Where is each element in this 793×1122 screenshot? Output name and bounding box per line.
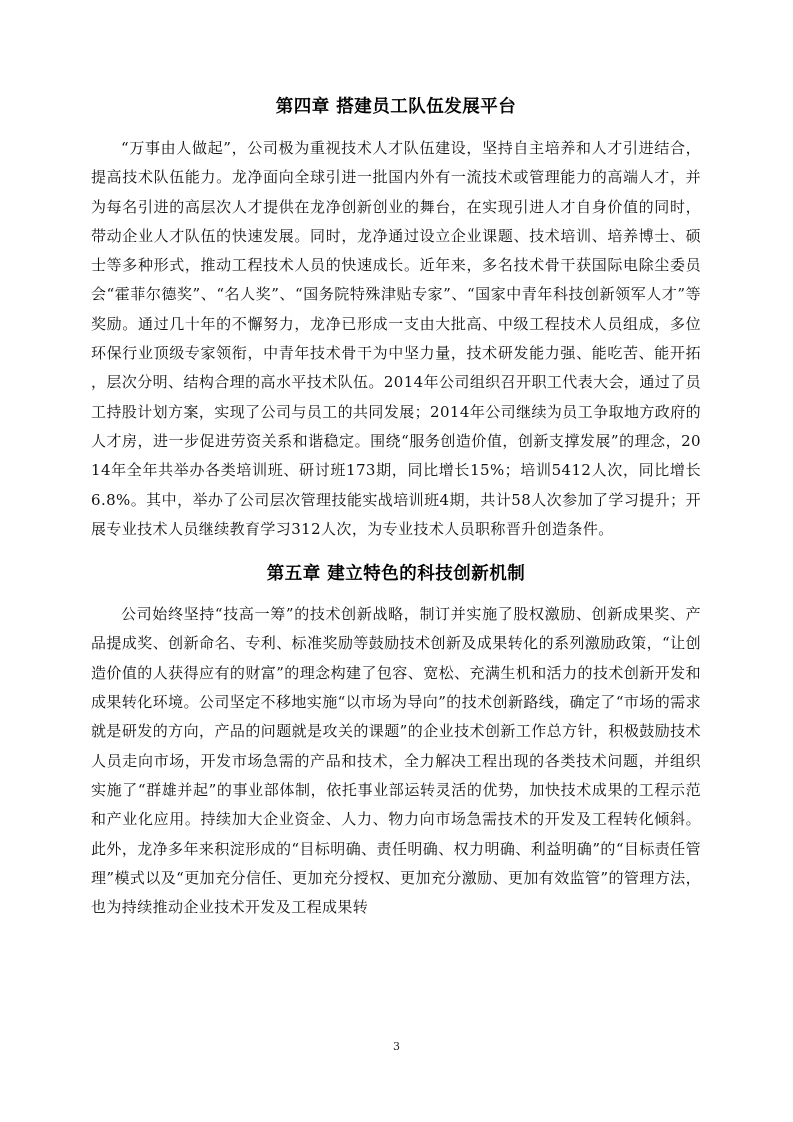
chapter-4-heading: 第四章 搭建员工队伍发展平台 [275,97,517,117]
chapter-5-heading: 第五章 建立特色的科技创新机制 [266,564,526,585]
chapter-4-paragraph: “万事由人做起”，公司极为重视技术人才队伍建设，坚持自主培养和人才引进结合，提高技术队伍能力。龙净面向全球引进一批国内外有一流技术或管理能力的高端人才，并为每名引进的高层次人才提供在龙净创新创业的舞台，在实现引进人才自身价值的同时，带动企业人才队伍的快速发展。同时，龙净通过设立企业课题、技术培训、培养博士、硕士等多种形式，推动工程技术人员的快速成长。近年来，多名技术骨干获国际电除尘委员会“霍菲尔德奖”、“名人奖”、“国务院特殊津贴专家”、“国家中青年科技创新领军人才”等奖励。通过几十年的不懈努力，龙净已形成一支由大批高、中级工程技术人员组成，多位环保行业顶级专家领衔，中青年技术骨干为中坚力量，技术研发能力强、能吃苦、能开拓，层次分明、结构合理的高水平技术队伍。2014年公司组织召开职工代表大会，通过了员工持股计划方案，实现了公司与员工的共同发展；2014年公司继续为员工争取地方政府的人才房，进一步促进劳资关系和谐稳定。围绕“服务创造价值，创新支撑发展”的理念，2014年全年共举办各类培训班、研讨班173期，同比增长15%；培训5412人次，同比增长6.8%。其中，举办了公司层次管理技能实战培训班4期，共计58人次参加了学习提升；开展专业技术人员继续教育学习312人次，为专业技术人员职称晋升创造条件。 [91,139,701,538]
chapter-5-paragraph: 公司始终坚持“技高一筹”的技术创新战略，制订并实施了股权激励、创新成果奖、产品提成奖、创新命名、专利、标准奖励等鼓励技术创新及成果转化的系列激励政策，“让创造价值的人获得应有的财富”的理念构建了包容、宽松、充满生机和活力的技术创新开发和成果转化环境。公司坚定不移地实施“以市场为导向”的技术创新路线，确定了“市场的需求就是研发的方向，产品的问题就是攻关的课题”的企业技术创新工作总方针，积极鼓励技术人员走向市场，开发市场急需的产品和技术，全力解决工程出现的各类技术问题，并组织实施了“群雄并起”的事业部体制，依托事业部运转灵活的优势，加快技术成果的工程示范和产业化应用。持续加大企业资金、人力、物力向市场急需技术的开发及工程转化倾斜。此外，龙净多年来积淀形成的“目标明确、责任明确、权力明确、利益明确”的“目标责任管理”模式以及“更加充分信任、更加充分授权、更加充分激励、更加有效监管”的管理方法，也为持续推动企业技术开发及工程成果转 [91,605,701,917]
page-number: 3 [393,1040,400,1053]
page-body [91,94,701,922]
